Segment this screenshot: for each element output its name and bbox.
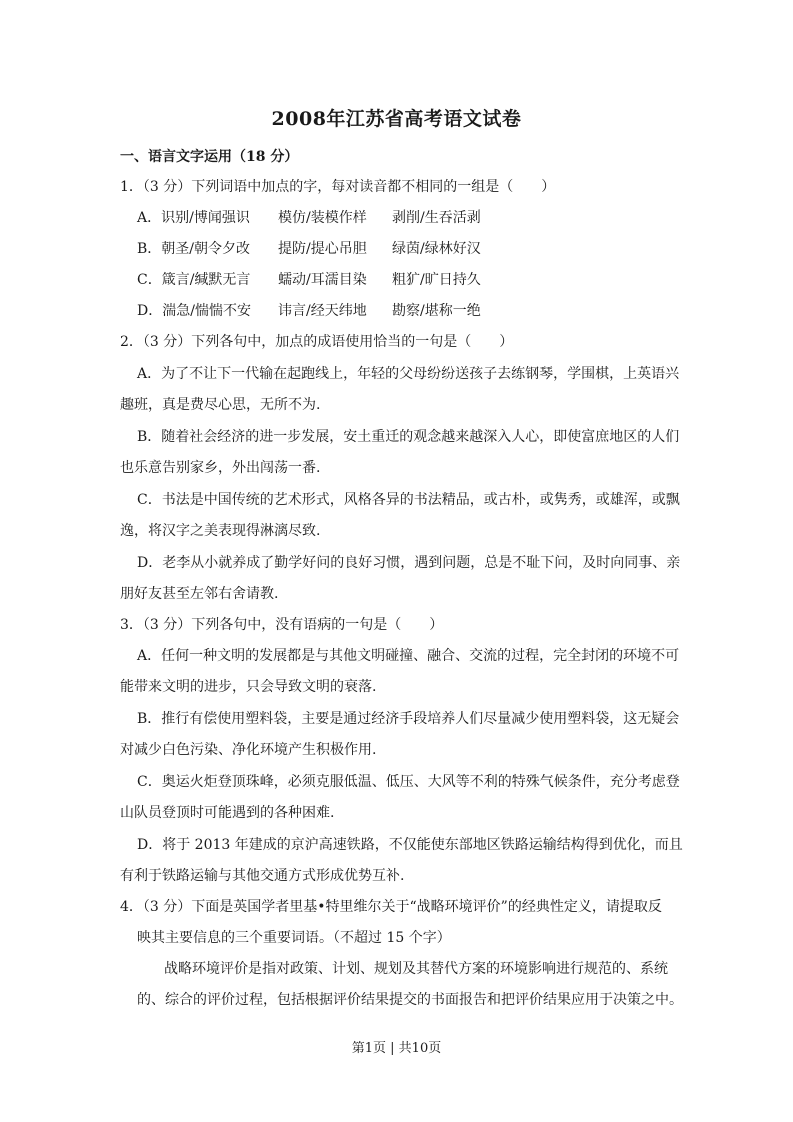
question-1-option-b [137,238,481,258]
option-cell: 勘察/堪称一绝 [392,303,481,319]
question-3-option-b-line2: 对减少白色污染、净化环境产生积极作用. [120,742,377,758]
question-2-option-d-line1: D．老李从小就养成了勤学好问的良好习惯，遇到问题，总是不耻下问，及时向同事、亲 [137,555,681,571]
section-heading: 一、语言文字运用（18 分） [120,149,299,165]
question-1-option-d [137,300,481,320]
question-2-option-c-line1: C．书法是中国传统的艺术形式，风格各异的书法精品，或古朴，或隽秀，或雄浑，或飘 [137,492,680,508]
question-3-stem: 3．（3 分）下列各句中，没有语病的一句是（ ） [120,617,444,633]
question-4-quote-line2: 的、综合的评价过程，包括根据评价结果提交的书面报告和把评价结果应用于决策之中。 [137,992,683,1008]
question-4-stem-line1: 4．（3 分）下面是英国学者里基•特里维尔关于“战略环境评价”的经典性定义，请提取反 [120,899,662,915]
question-2-option-c-line2: 逸，将汉字之美表现得淋漓尽致. [120,523,321,539]
question-2-option-d-line2: 朋好友甚至左邻右舍请教. [120,586,279,602]
question-2-option-b-line1: B．随着社会经济的进一步发展，安土重迁的观念越来越深入人心，即使富庶地区的人们 [137,429,680,445]
question-3-option-c-line2: 山队员登顶时可能遇到的各种困难. [120,805,335,821]
page-title: 2008年江苏省高考语文试卷 [271,108,522,130]
question-4-quote-line1: 战略环境评价是指对政策、计划、规划及其替代方案的环境影响进行规范的、系统 [164,961,668,977]
option-cell: C．箴言/缄默无言 [137,272,251,288]
question-3-option-b-line1: B．推行有偿使用塑料袋，主要是通过经济手段培养人们尽量减少使用塑料袋，这无疑会 [137,711,680,727]
question-2-stem: 2．（3 分）下列各句中，加点的成语使用恰当的一句是（ ） [120,334,514,350]
page-footer: 第1页 | 共10页 [351,1041,442,1056]
option-cell: B．朝圣/朝令夕改 [137,241,251,257]
option-cell: 提防/提心吊胆 [278,241,367,257]
question-4-stem-line2: 映其主要信息的三个重要词语。（不超过 15 个字） [137,930,451,946]
question-2-option-a-line2: 趣班，真是费尽心思，无所不为. [120,397,321,413]
question-3-option-d-line1: D．将于 2013 年建成的京沪高速铁路，不仅能使东部地区铁路运输结构得到优化，而且 [137,837,683,853]
question-1-option-c [137,269,481,289]
option-cell: A．识别/博闻强识 [137,210,250,226]
option-cell: 蠕动/耳濡目染 [278,272,367,288]
question-2-option-a-line1: A．为了不让下一代输在起跑线上，年轻的父母纷纷送孩子去练钢琴，学围棋，上英语兴 [137,366,680,382]
question-3-option-a-line1: A．任何一种文明的发展都是与其他文明碰撞、融合、交流的过程，完全封闭的环境不可 [137,648,680,664]
option-cell: 模仿/装模作样 [278,210,367,226]
option-cell: 剥削/生吞活剥 [392,210,481,226]
question-3-option-d-line2: 有利于铁路运输与其他交通方式形成优势互补. [120,868,405,884]
option-cell: D．湍急/惴惴不安 [137,303,251,319]
question-1-option-a [137,207,481,227]
question-1-stem: 1．（3 分）下列词语中加点的字，每对读音都不相同的一组是（ ） [120,179,556,195]
option-cell: 粗犷/旷日持久 [392,272,481,288]
option-cell: 讳言/经天纬地 [278,303,367,319]
question-3-option-c-line1: C．奥运火炬登顶珠峰，必须克服低温、低压、大风等不利的特殊气候条件，充分考虑登 [137,774,680,790]
question-3-option-a-line2: 能带来文明的进步，只会导致文明的衰落. [120,679,377,695]
question-2-option-b-line2: 也乐意告别家乡，外出闯荡一番. [120,460,321,476]
option-cell: 绿茵/绿林好汉 [392,241,481,257]
